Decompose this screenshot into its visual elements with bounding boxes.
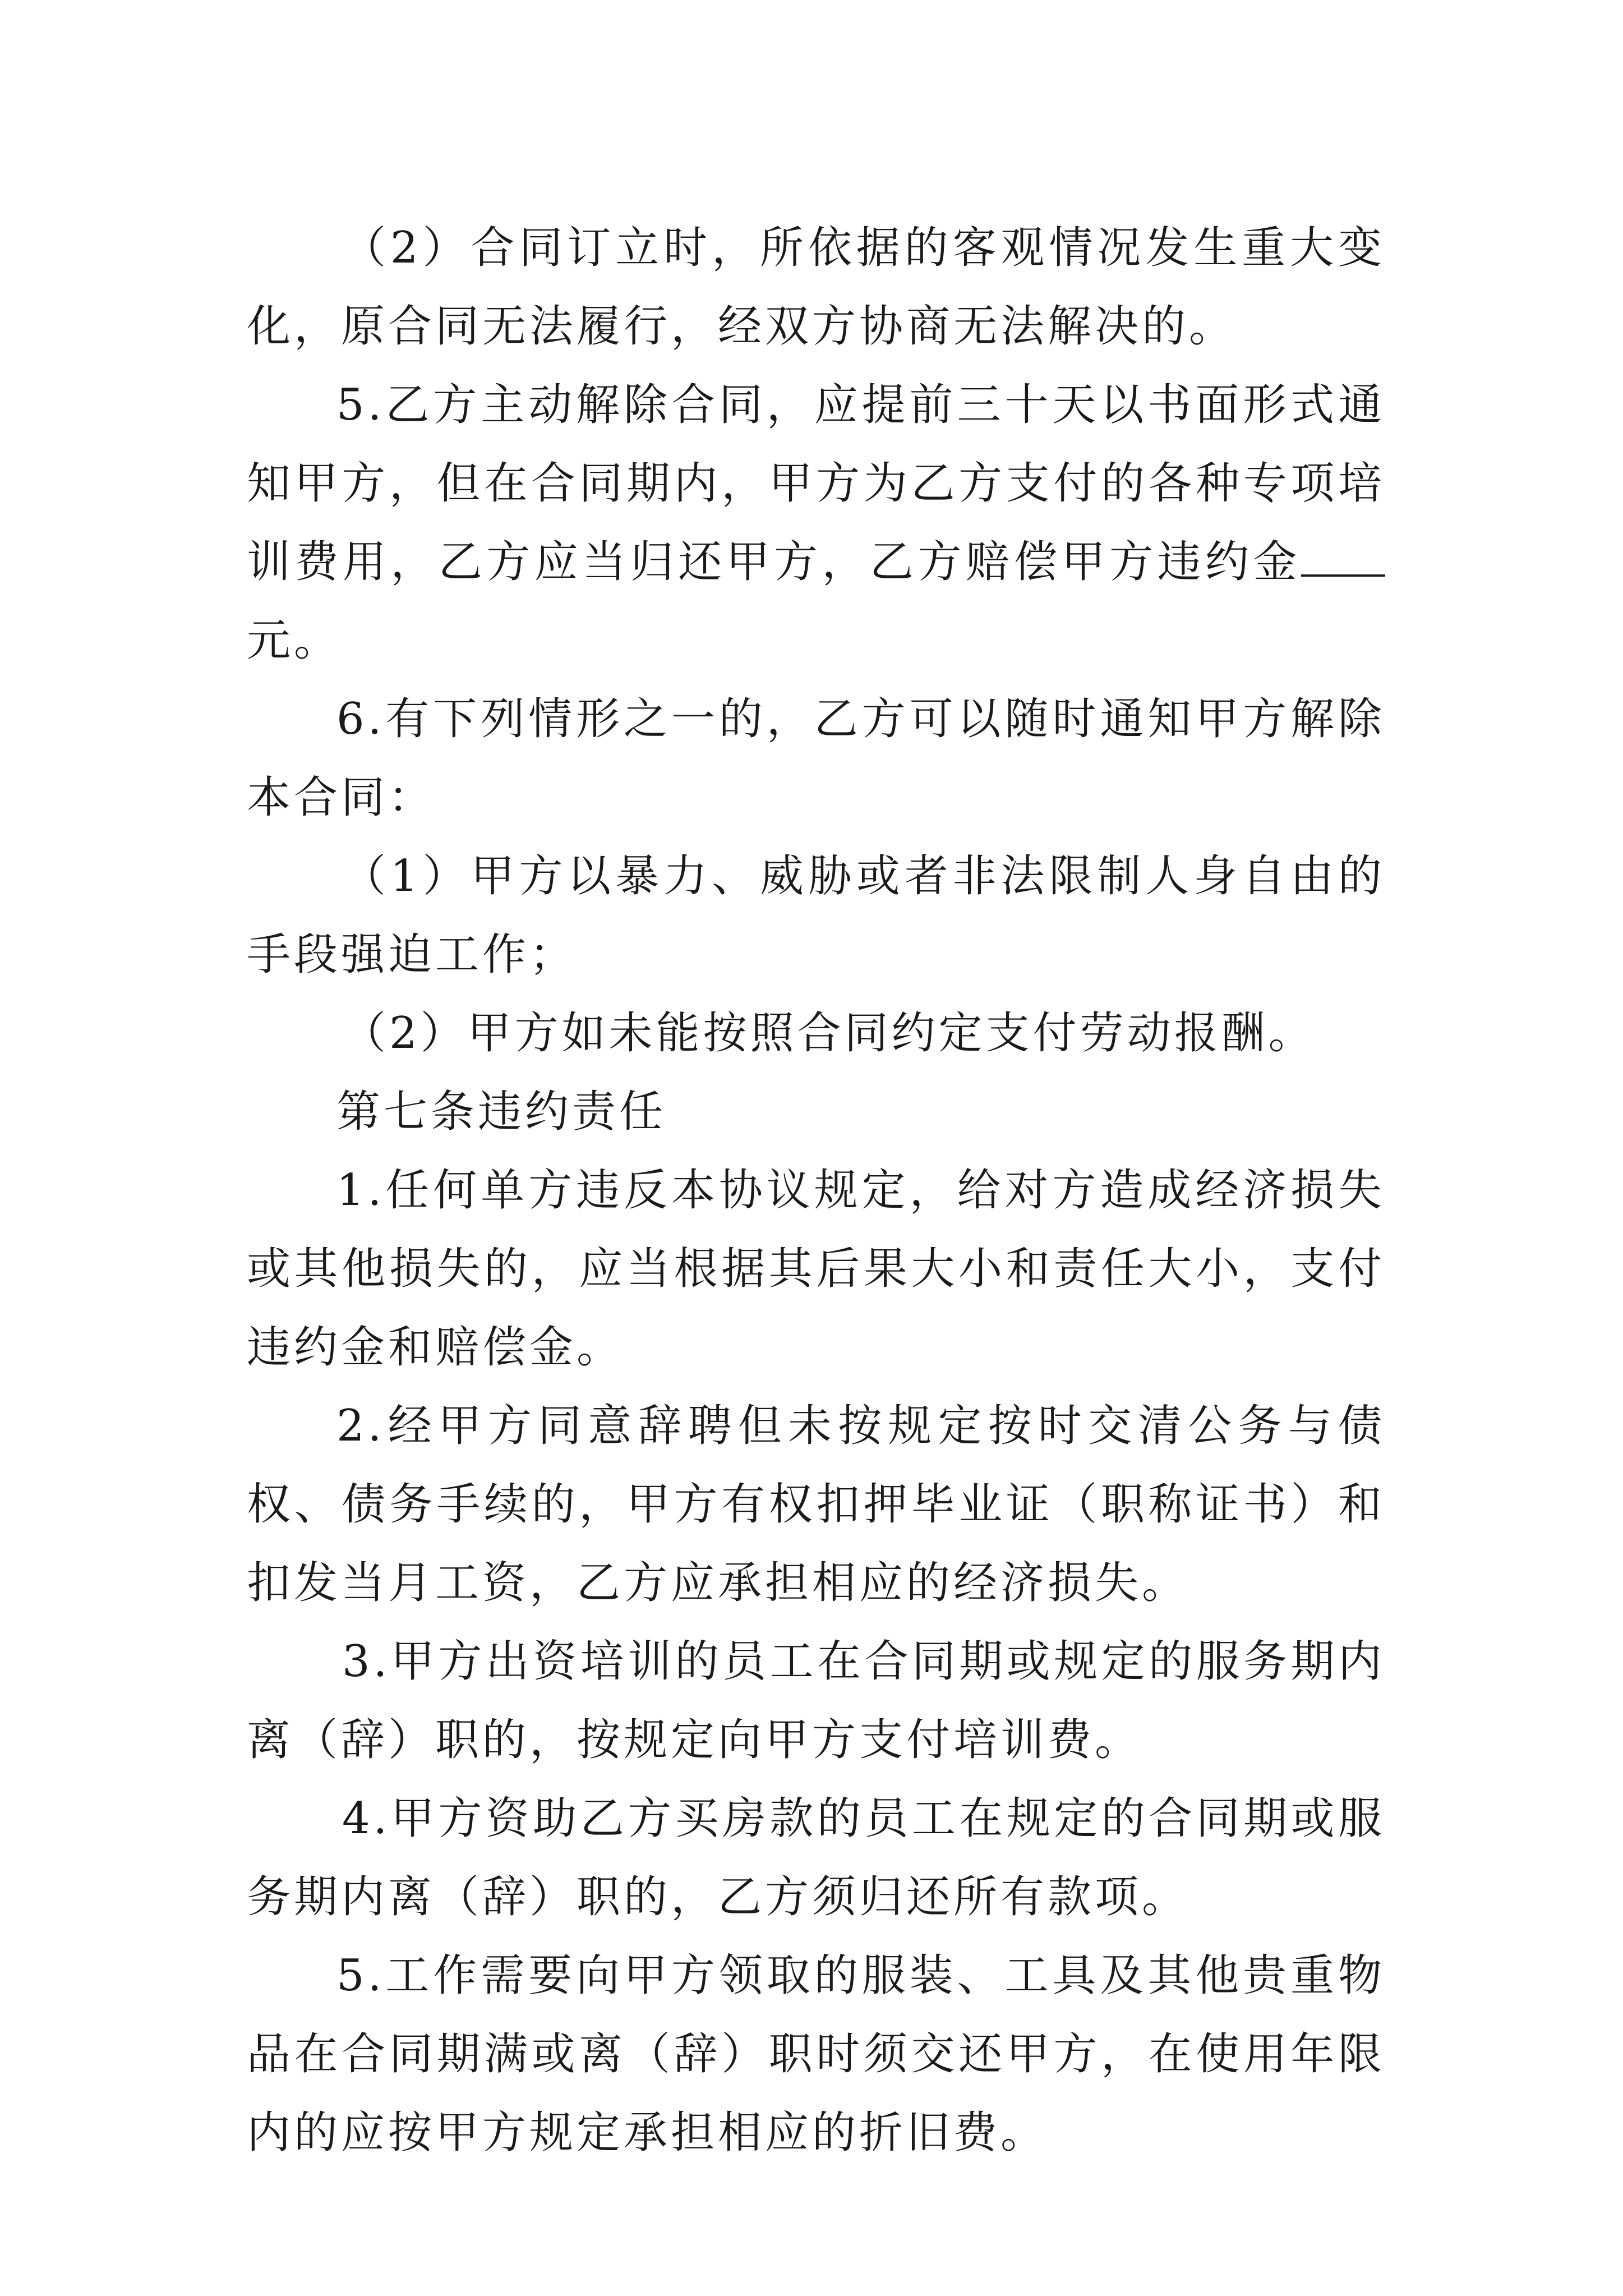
section-heading-article-7: 第七条违约责任 [336, 1087, 667, 1137]
paragraph-clause-5-text: 5.乙方主动解除合同，应提前三十天以书面形式通知甲方，但在合同期内，甲方为乙方支付的各种专项培训费用，乙方应当归还甲方，乙方赔偿甲方违约金 [247, 380, 1385, 587]
paragraph-article-7-item-3: 3.甲方出资培训的员工在合同期或规定的服务期内离（辞）职的，按规定向甲方支付培训费。 [247, 1636, 1385, 1765]
paragraph-clause-6: 6.有下列情形之一的，乙方可以随时通知甲方解除本合同： [247, 694, 1385, 823]
penalty-amount-blank [1301, 535, 1385, 577]
paragraph-article-7-item-1: 1.任何单方违反本协议规定，给对方造成经济损失或其他损失的，应当根据其后果大小和责任大小，支付违约金和赔偿金。 [247, 1165, 1385, 1373]
paragraph-clause-5-tail: 元。 [247, 615, 342, 666]
document-body [247, 209, 1385, 2172]
paragraph-clause-6-sub-2: （2）甲方如未能按照合同约定支付劳动报酬。 [342, 1008, 1316, 1059]
paragraph-article-7-item-5: 5.工作需要向甲方领取的服装、工具及其他贵重物品在合同期满或离（辞）职时须交还甲方，在使用年限内的应按甲方规定承担相应的折旧费。 [247, 1950, 1385, 2158]
paragraph-clause-2-sub-2: （2）合同订立时，所依据的客观情况发生重大变化，原合同无法履行，经双方协商无法解决的。 [247, 223, 1385, 352]
paragraph-article-7-item-2: 2.经甲方同意辞聘但未按规定按时交清公务与债权、债务手续的，甲方有权扣押毕业证（职称证书）和扣发当月工资，乙方应承担相应的经济损失。 [247, 1401, 1385, 1608]
paragraph-article-7-item-4: 4.甲方资助乙方买房款的员工在规定的合同期或服务期内离（辞）职的，乙方须归还所有款项。 [247, 1793, 1385, 1922]
paragraph-clause-5 [247, 366, 1385, 680]
paragraph-clause-6-sub-1: （1）甲方以暴力、威胁或者非法限制人身自由的手段强迫工作； [247, 851, 1385, 980]
